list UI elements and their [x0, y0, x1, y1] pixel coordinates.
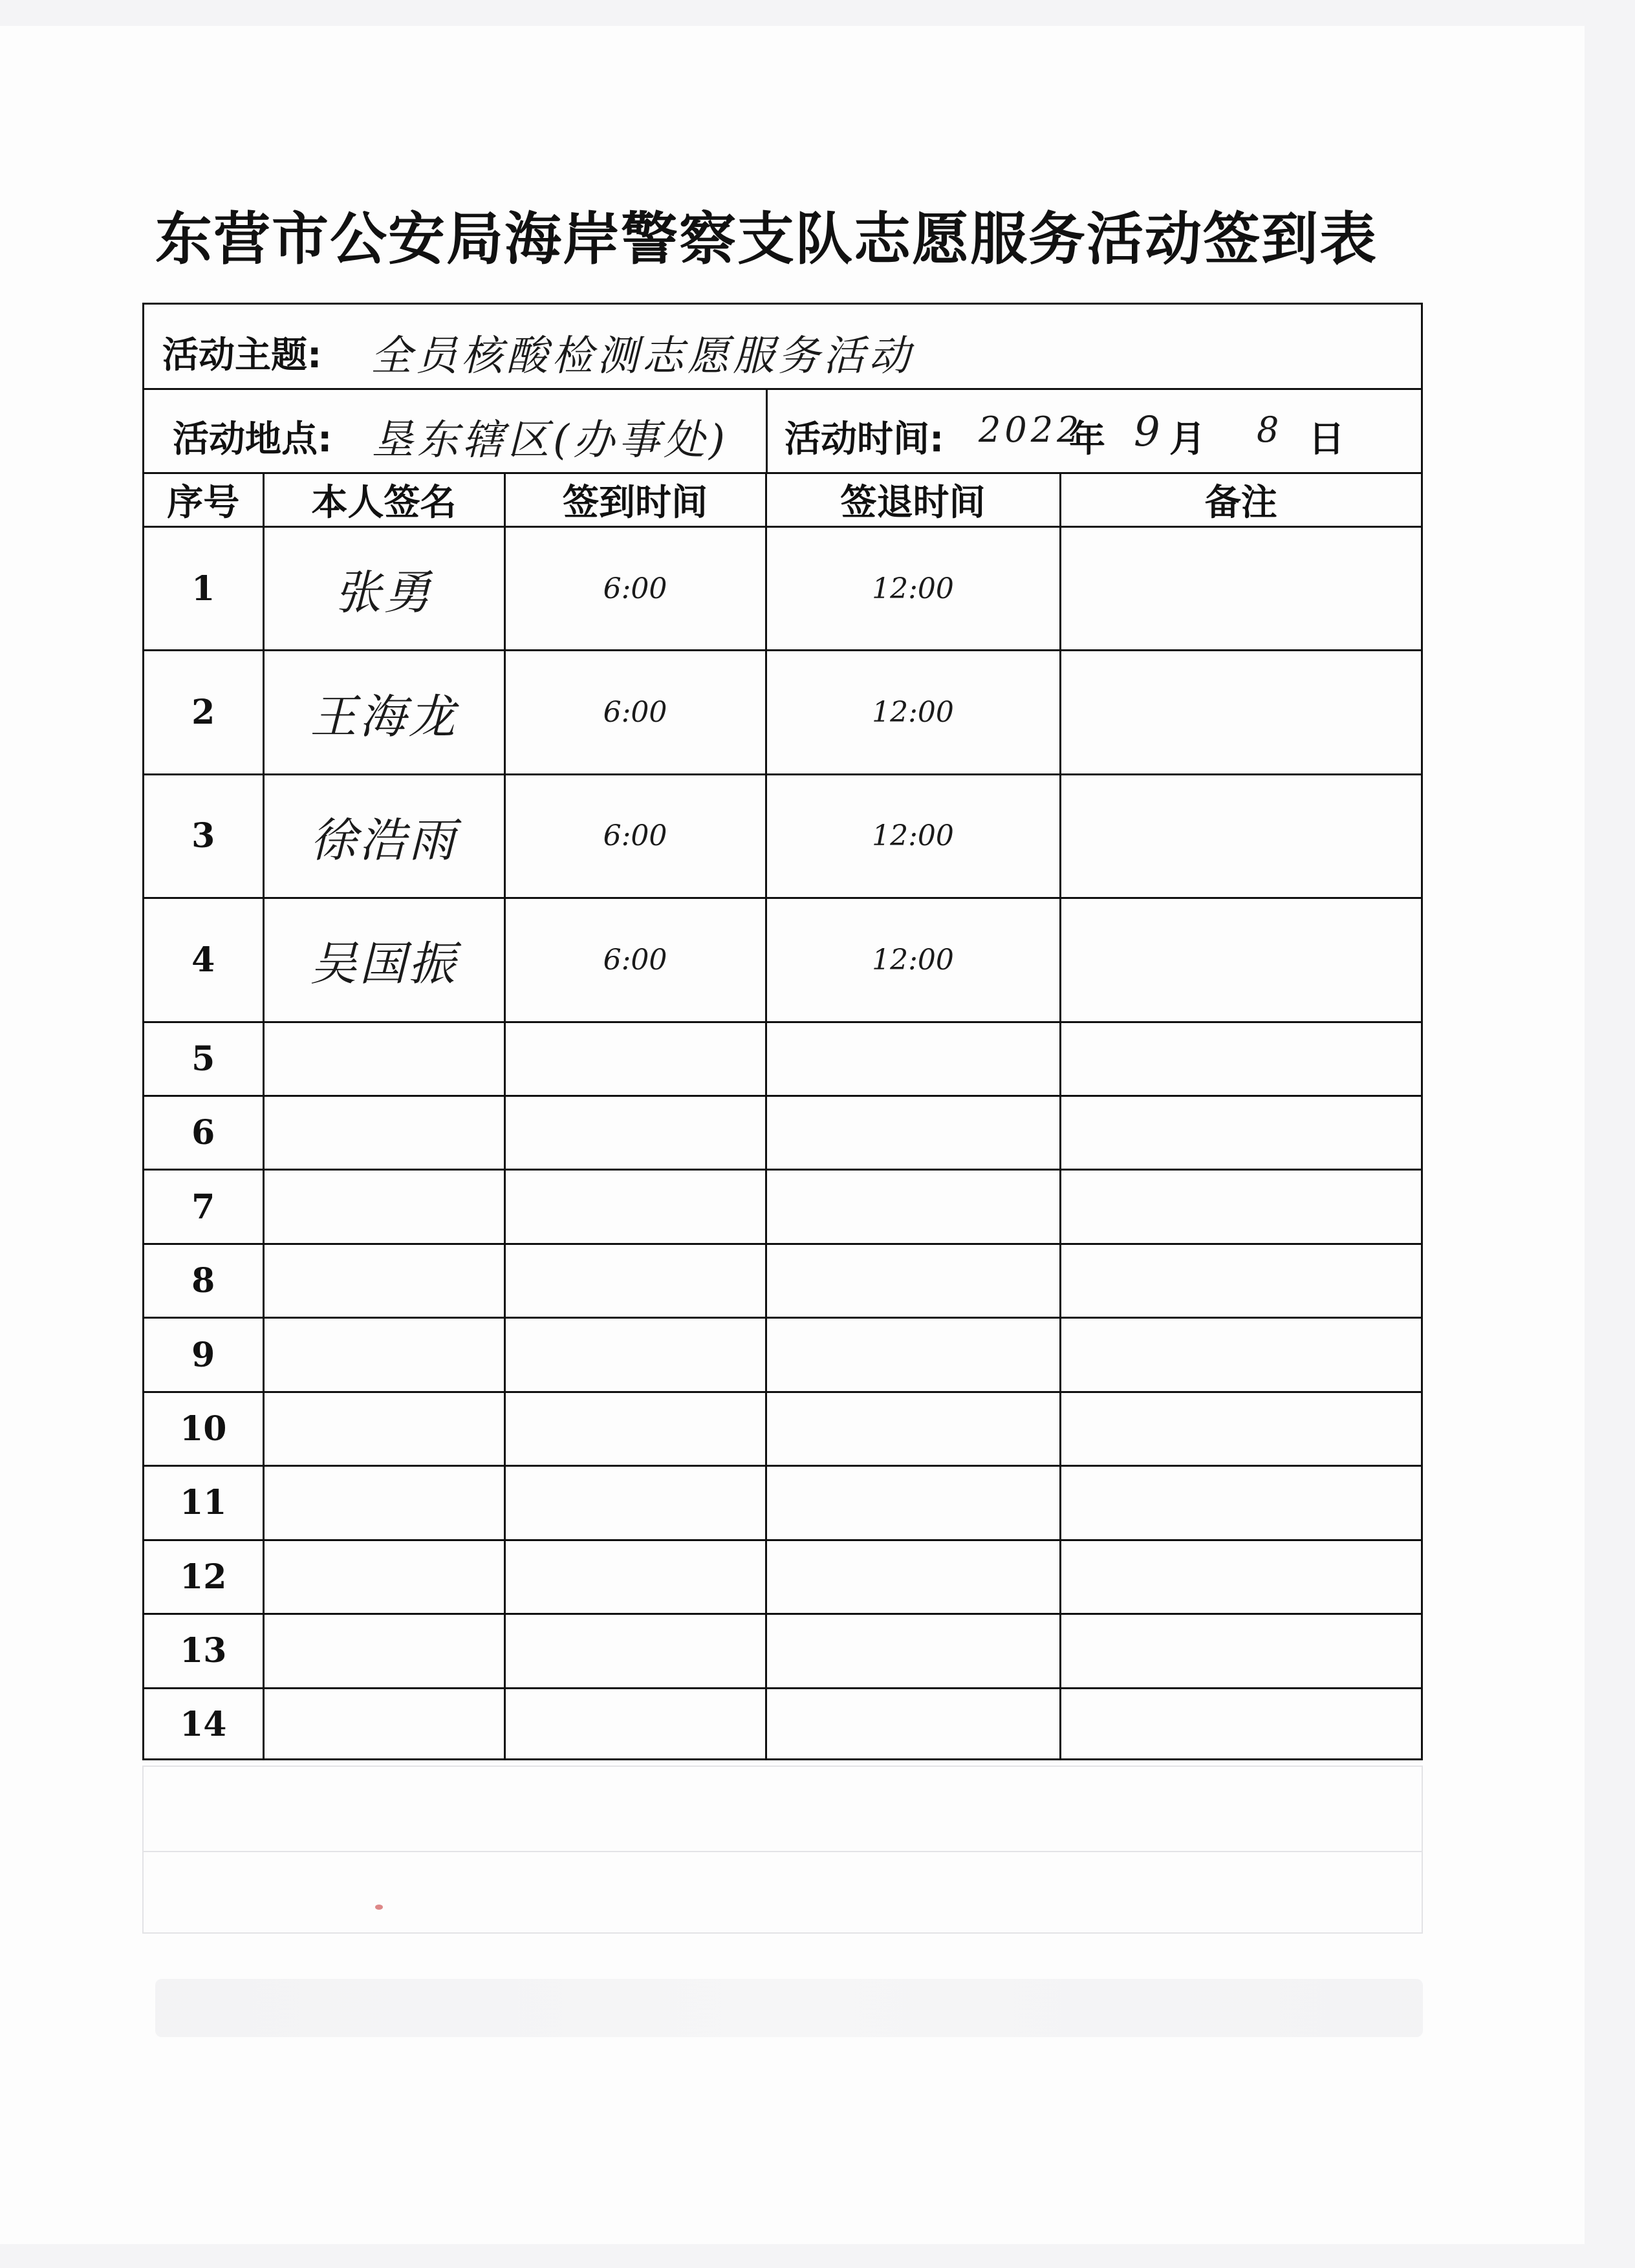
header-index: 序号	[144, 474, 263, 527]
table-row	[144, 898, 1421, 1022]
row-index: 12	[144, 1540, 263, 1614]
row-signature	[263, 1318, 504, 1392]
row-signout-time	[766, 1614, 1060, 1688]
row-note	[1060, 1614, 1421, 1688]
row-index: 10	[144, 1392, 263, 1465]
row-signature	[263, 1466, 504, 1540]
row-signout-time	[766, 1022, 1060, 1096]
table-row	[144, 1614, 1421, 1688]
row-signout-time	[766, 1244, 1060, 1317]
table-row	[144, 1466, 1421, 1540]
row-index: 8	[144, 1244, 263, 1317]
row-signout-time: 12:00	[766, 527, 1060, 651]
reverse-side-title-shadow	[155, 1979, 1423, 2037]
table-row	[144, 1392, 1421, 1465]
row-signin-time	[504, 1022, 766, 1096]
location-time-row	[144, 390, 1421, 474]
row-note	[1060, 1096, 1421, 1169]
reverse-side-line	[144, 1851, 1422, 1852]
location-time-divider	[766, 390, 768, 472]
row-signin-time: 6:00	[504, 651, 766, 774]
time-day: 8	[1257, 409, 1283, 450]
time-label: 活动时间:	[785, 418, 944, 460]
row-index: 14	[144, 1688, 263, 1760]
row-signout-time: 12:00	[766, 774, 1060, 898]
time-year: 2022	[979, 409, 1083, 450]
row-signature	[263, 1244, 504, 1317]
row-index: 6	[144, 1096, 263, 1169]
table-header-row	[144, 474, 1421, 527]
table-row	[144, 651, 1421, 774]
row-note	[1060, 1540, 1421, 1614]
row-signout-time	[766, 1392, 1060, 1465]
header-signature: 本人签名	[263, 474, 504, 527]
document-title: 东营市公安局海岸警察支队志愿服务活动签到表	[155, 206, 1378, 272]
theme-value: 全员核酸检测志愿服务活动	[371, 332, 914, 380]
row-index: 13	[144, 1614, 263, 1688]
day-unit: 日	[1308, 418, 1345, 460]
row-index: 1	[144, 527, 263, 651]
row-signature: 吴国振	[263, 898, 504, 1022]
row-signin-time	[504, 1688, 766, 1760]
row-index: 7	[144, 1170, 263, 1244]
row-signature	[263, 1096, 504, 1169]
row-signout-time: 12:00	[766, 898, 1060, 1022]
row-signature: 徐浩雨	[263, 774, 504, 898]
year-unit: 年	[1069, 418, 1105, 460]
table-row	[144, 1096, 1421, 1169]
row-signin-time	[504, 1096, 766, 1169]
row-note	[1060, 1318, 1421, 1392]
location-label: 活动地点:	[173, 418, 332, 460]
location-value: 垦东辖区(办事处)	[372, 416, 729, 464]
row-signature	[263, 1688, 504, 1760]
row-signature	[263, 1170, 504, 1244]
row-index: 4	[144, 898, 263, 1022]
row-note	[1060, 898, 1421, 1022]
month-unit: 月	[1169, 418, 1206, 460]
row-signout-time	[766, 1170, 1060, 1244]
row-signature	[263, 1614, 504, 1688]
table-row	[144, 1244, 1421, 1317]
row-note	[1060, 1392, 1421, 1465]
header-signin-time: 签到时间	[504, 474, 766, 527]
theme-row	[144, 305, 1421, 390]
row-signout-time	[766, 1318, 1060, 1392]
signin-form	[142, 303, 1423, 1760]
row-signout-time	[766, 1688, 1060, 1760]
row-index: 9	[144, 1318, 263, 1392]
table-row	[144, 1688, 1421, 1760]
row-signin-time	[504, 1466, 766, 1540]
row-signin-time	[504, 1170, 766, 1244]
row-index: 3	[144, 774, 263, 898]
row-signin-time	[504, 1244, 766, 1317]
header-signout-time: 签退时间	[766, 474, 1060, 527]
row-signin-time: 6:00	[504, 898, 766, 1022]
row-signature	[263, 1392, 504, 1465]
row-signature	[263, 1022, 504, 1096]
row-index: 2	[144, 651, 263, 774]
table-row	[144, 1318, 1421, 1392]
row-signin-time	[504, 1540, 766, 1614]
row-note	[1060, 1170, 1421, 1244]
row-signout-time	[766, 1466, 1060, 1540]
row-note	[1060, 527, 1421, 651]
row-index: 5	[144, 1022, 263, 1096]
time-month: 9	[1134, 408, 1164, 456]
table-row	[144, 774, 1421, 898]
ink-speck	[375, 1905, 383, 1910]
row-signature	[263, 1540, 504, 1614]
row-signin-time: 6:00	[504, 774, 766, 898]
table-row	[144, 1540, 1421, 1614]
table-row	[144, 1170, 1421, 1244]
row-signature: 张勇	[263, 527, 504, 651]
row-note	[1060, 774, 1421, 898]
row-note	[1060, 651, 1421, 774]
row-signin-time: 6:00	[504, 527, 766, 651]
row-note	[1060, 1244, 1421, 1317]
row-note	[1060, 1466, 1421, 1540]
table-row	[144, 527, 1421, 651]
row-note	[1060, 1022, 1421, 1096]
row-signin-time	[504, 1614, 766, 1688]
row-signature: 王海龙	[263, 651, 504, 774]
row-signin-time	[504, 1392, 766, 1465]
table-row	[144, 1022, 1421, 1096]
row-index: 11	[144, 1466, 263, 1540]
row-signout-time	[766, 1096, 1060, 1169]
row-note	[1060, 1688, 1421, 1760]
reverse-side-show-through	[142, 1766, 1423, 1934]
signin-table	[144, 474, 1421, 1760]
row-signin-time	[504, 1318, 766, 1392]
row-signout-time	[766, 1540, 1060, 1614]
row-signout-time: 12:00	[766, 651, 1060, 774]
theme-label: 活动主题:	[162, 334, 322, 376]
header-note: 备注	[1060, 474, 1421, 527]
